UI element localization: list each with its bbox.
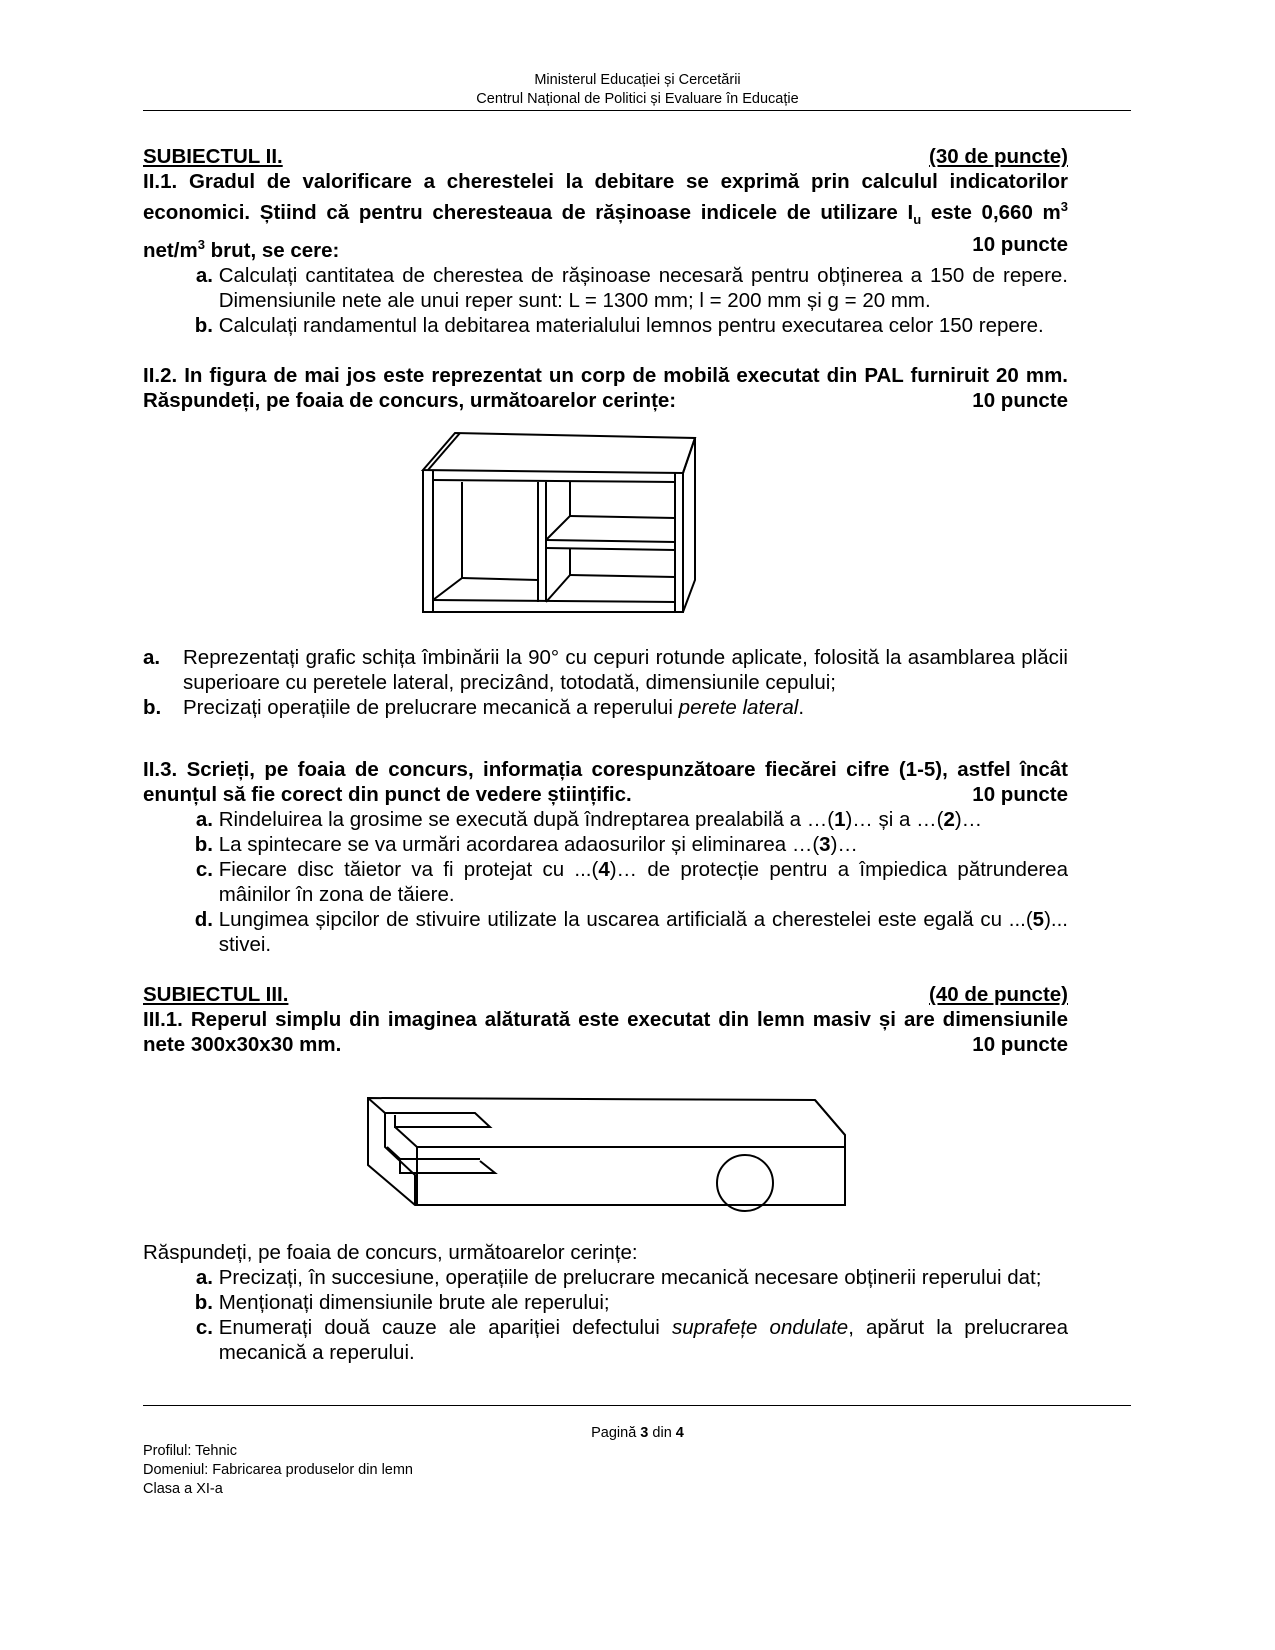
item-text: , apărut la prelucrarea mecanică a reperului.: [218, 1316, 1068, 1364]
footer-rule: [143, 1405, 1131, 1406]
blank-number: 4: [598, 858, 610, 881]
list-item: [143, 313, 1068, 338]
q-num: III.1.: [143, 1008, 183, 1031]
item-text: Calculați randamentul la debitarea materialului lemnos pentru executarea celor 150 repere.: [218, 313, 1044, 337]
header-center: Centrul Național de Politici și Evaluare în Educație: [476, 91, 799, 107]
q-text: In figura de mai jos este reprezentat un corp de mobilă executat din PAL furniruit 20 mm. Răspundeți, pe foaia de concurs, următoarelor cerințe:: [143, 363, 1068, 412]
q-points: 10 puncte: [972, 783, 1068, 806]
t: )… de protecție pentru a împiedica pătrunderea mâinilor în zona de tăiere.: [218, 858, 1068, 906]
wood-part-figure: [365, 1095, 850, 1215]
item-italic: suprafețe ondulate: [671, 1316, 849, 1339]
question-3-1: [143, 1007, 1068, 1057]
question-2-2-items: [143, 645, 1068, 720]
item-label: b.: [194, 313, 213, 337]
question-2-2: [143, 363, 1068, 413]
item-label: b.: [143, 696, 162, 719]
item-text: Menționați dimensiunile brute ale reperului;: [218, 1291, 610, 1314]
superscript: 3: [1060, 199, 1068, 214]
blank-number: 2: [943, 808, 955, 831]
list-item: [143, 832, 1068, 857]
list-item: [143, 1315, 1068, 1365]
subject-3-heading: [143, 982, 1068, 1007]
q-text: Scrieți, pe foaia de concurs, informația corespunzătoare fiecărei cifre (1-5), astfel încât enunțul să fie corect din punct de vedere științific.: [143, 758, 1068, 806]
q-text: Reperul simplu din imaginea alăturată este executat din lemn masiv și are dimensiunile nete 300x30x30 mm.: [143, 1008, 1068, 1056]
item-label: c.: [195, 1316, 213, 1339]
tasks-intro: Răspundeți, pe foaia de concurs, următoarelor cerințe:: [143, 1241, 638, 1264]
q-text: brut, se cere:: [204, 238, 340, 262]
item-label: a.: [195, 808, 213, 831]
t: )... stivei.: [218, 908, 1068, 956]
page-number: [0, 1425, 1275, 1441]
list-item: [143, 1290, 1068, 1315]
question-2-3-stem: [143, 757, 1068, 807]
footer-class: Clasa a XI-a: [143, 1481, 223, 1497]
item-label: a.: [143, 646, 161, 669]
list-item: [143, 645, 1068, 695]
item-text: Calculați cantitatea de cherestea de rășinoase necesară pentru obținerea a 150 de repere. Dimensiunile nete ale unui reper sunt: L = 1300 mm; l = 200 mm și g = 20 mm.: [218, 263, 1068, 312]
header-ministry: Ministerul Educației și Cercetării: [534, 72, 741, 88]
q-text: Gradul de valorificare a cherestelei la debitare se exprimă prin calculul indicatorilor economici. Știind că pentru cheresteaua de rășinoase indicele de utilizare I: [143, 170, 1068, 224]
list-item: [143, 263, 1068, 313]
footer-domain: Domeniul: Fabricarea produselor din lemn: [143, 1462, 413, 1478]
t: )… și a …(: [845, 808, 944, 831]
subject-2-title: SUBIECTUL II.: [143, 145, 283, 168]
item-label: b.: [194, 1291, 213, 1314]
list-item: [143, 1265, 1068, 1290]
subject-3-points: (40 de puncte): [929, 983, 1068, 1006]
q-text: net/m: [143, 238, 198, 262]
t: La spintecare se va urmări acordarea adaosurilor și eliminarea …(: [218, 833, 820, 856]
item-label: a.: [195, 1266, 213, 1289]
q-num: II.1.: [143, 170, 178, 193]
blank-number: 1: [834, 808, 846, 831]
item-text: .: [798, 696, 805, 719]
superscript: 3: [197, 236, 205, 252]
question-2-1: [143, 169, 1068, 263]
item-italic: perete lateral: [678, 696, 799, 719]
t: )…: [954, 808, 983, 831]
q-points: 10 puncte: [972, 1033, 1068, 1056]
subject-3-title: SUBIECTUL III.: [143, 983, 289, 1006]
q-points: 10 puncte: [972, 388, 1068, 412]
list-item: [143, 807, 1068, 832]
item-label: d.: [194, 908, 213, 931]
total-pages: 4: [675, 1425, 684, 1441]
item-label: b.: [194, 833, 213, 856]
subject-2: [143, 144, 1068, 413]
blank-number: 3: [819, 833, 831, 856]
t: Pagină: [591, 1425, 641, 1441]
subject-2-heading: [143, 144, 1068, 169]
t: Fiecare disc tăietor va fi protejat cu ...(: [218, 858, 599, 881]
footer-profile: Profilul: Tehnic: [143, 1443, 238, 1459]
subscript: u: [913, 211, 922, 227]
question-3-1-tasks: [143, 1240, 1068, 1365]
footer-info: [143, 1442, 413, 1499]
q-points: 10 puncte: [972, 232, 1068, 256]
blank-number: 5: [1032, 908, 1045, 931]
t: Lungimea șipcilor de stivuire utilizate la uscarea artificială a cherestelei este egală cu ...(: [218, 908, 1033, 931]
furniture-cabinet-figure: [420, 430, 700, 620]
t: Rindeluirea la grosime se execută după îndreptarea prealabilă a …(: [218, 808, 835, 831]
question-2-3: [143, 757, 1068, 1057]
header-rule: [143, 110, 1131, 111]
item-text: Enumerați două cauze ale apariției defectului: [218, 1316, 672, 1339]
t: )…: [830, 833, 858, 856]
list-item: [143, 857, 1068, 907]
q-num: II.3.: [143, 758, 178, 781]
item-text: Precizați, în succesiune, operațiile de prelucrare mecanică necesare obținerii reperului dat;: [218, 1266, 1042, 1289]
item-text: Reprezentați grafic schița îmbinării la 90° cu cepuri rotunde aplicate, folosită la asamblarea plăcii superioare cu peretele lateral, precizând, totodată, dimensiunile cepului;: [183, 646, 1068, 694]
t: din: [648, 1425, 676, 1441]
item-label: c.: [195, 858, 213, 881]
q-text: este 0,660 m: [921, 200, 1061, 224]
list-item: [143, 907, 1068, 957]
current-page: 3: [640, 1425, 649, 1441]
item-text: Precizați operațiile de prelucrare mecanică a reperului: [183, 696, 679, 719]
q-num: II.2.: [143, 363, 178, 387]
list-item: [143, 695, 1068, 720]
subject-2-points: (30 de puncte): [929, 145, 1068, 168]
item-label: a.: [195, 263, 213, 287]
